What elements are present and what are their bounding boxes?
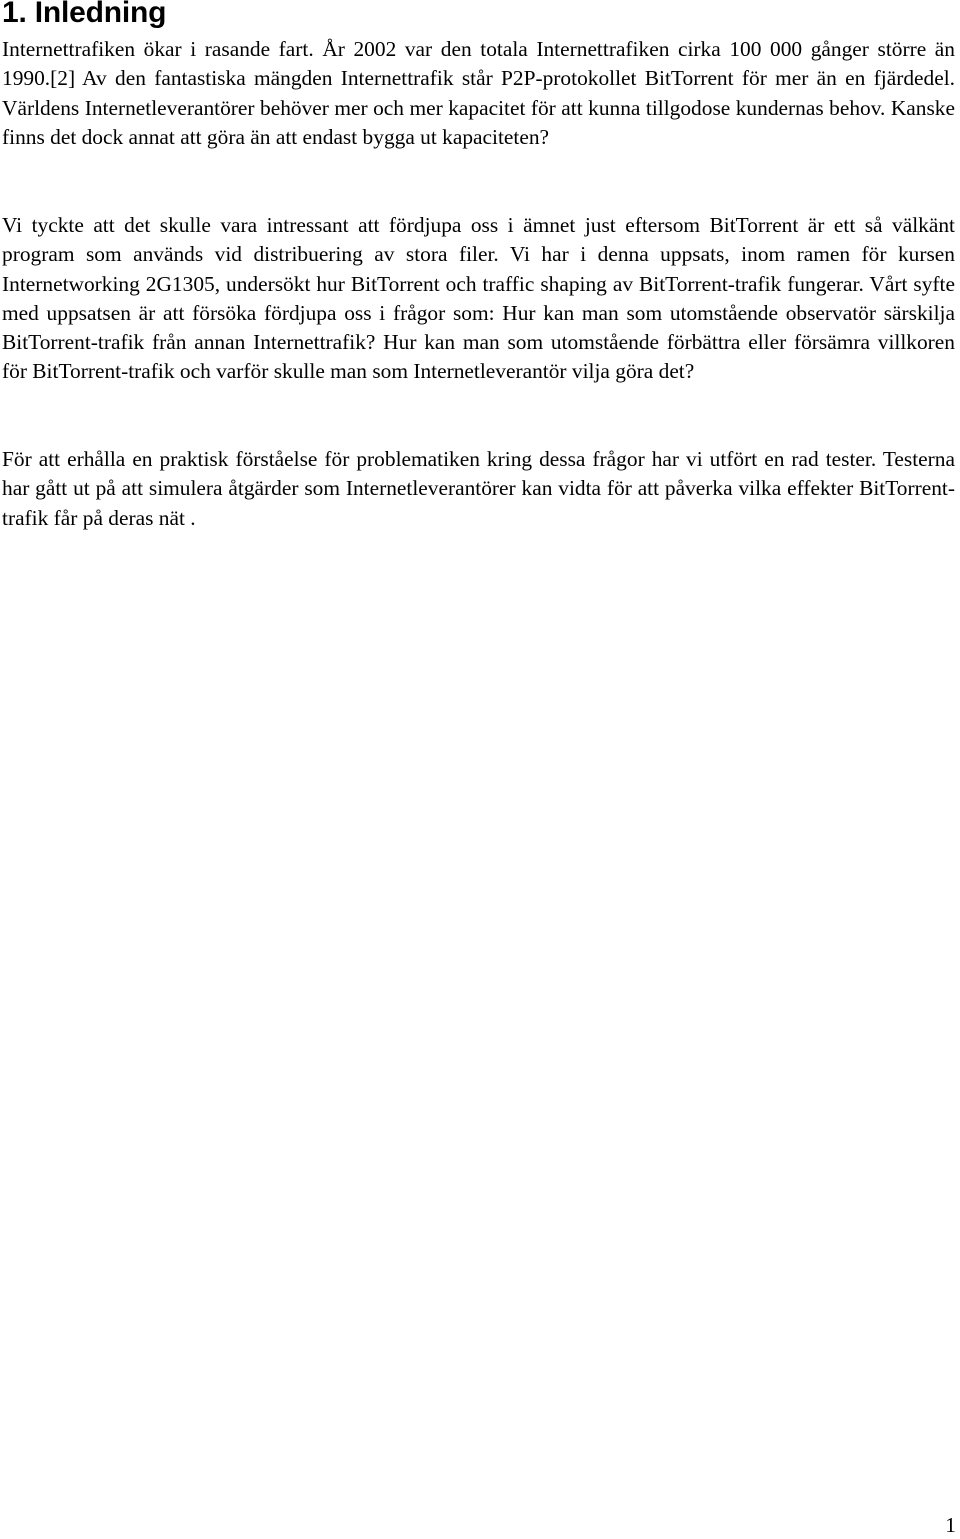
paragraph-purpose: Vi tyckte att det skulle vara intressant att fördjupa oss i ämnet just eftersom BitTorrent är ett så välkänt program som används vid distribuering av stora filer. Vi har i denna uppsats, inom ramen för kursen Internetworking 2G1305, undersökt hur BitTorrent och traffic shaping av BitTorrent-trafik fungerar. Vårt syfte med uppsatsen är att försöka fördjupa oss i frågor som: Hur kan man som utomstående observatör särskilja BitTorrent-trafik från annan Internettrafik? Hur kan man som utomstående förbättra eller försämra villkoren för BitTorrent-trafik och varför skulle man som Internetleverantör vilja göra det? (2, 213, 955, 384)
section-heading: 1. Inledning (2, 0, 167, 29)
paragraph-intro: Internettrafiken ökar i rasande fart. År 2002 var den totala Internettrafiken cirka 100 000 gånger större än 1990.[2] Av den fantastiska mängden Internettrafik står P2P-protokollet BitTorrent för mer än en fjärdedel. Världens Internetleverantörer behöver mer och mer kapacitet för att kunna tillgodose kundernas behov. Kanske finns det dock annat att göra än att endast bygga ut kapaciteten? (2, 37, 955, 149)
paragraph-tests: För att erhålla en praktisk förståelse för problematiken kring dessa frågor har vi utfört en rad tester. Testerna har gått ut på att simulera åtgärder som Internetleverantörer kan vidta för att påverka vilka effekter BitTorrent-trafik får på deras nät . (2, 447, 955, 530)
page-number: 1 (945, 1513, 956, 1537)
